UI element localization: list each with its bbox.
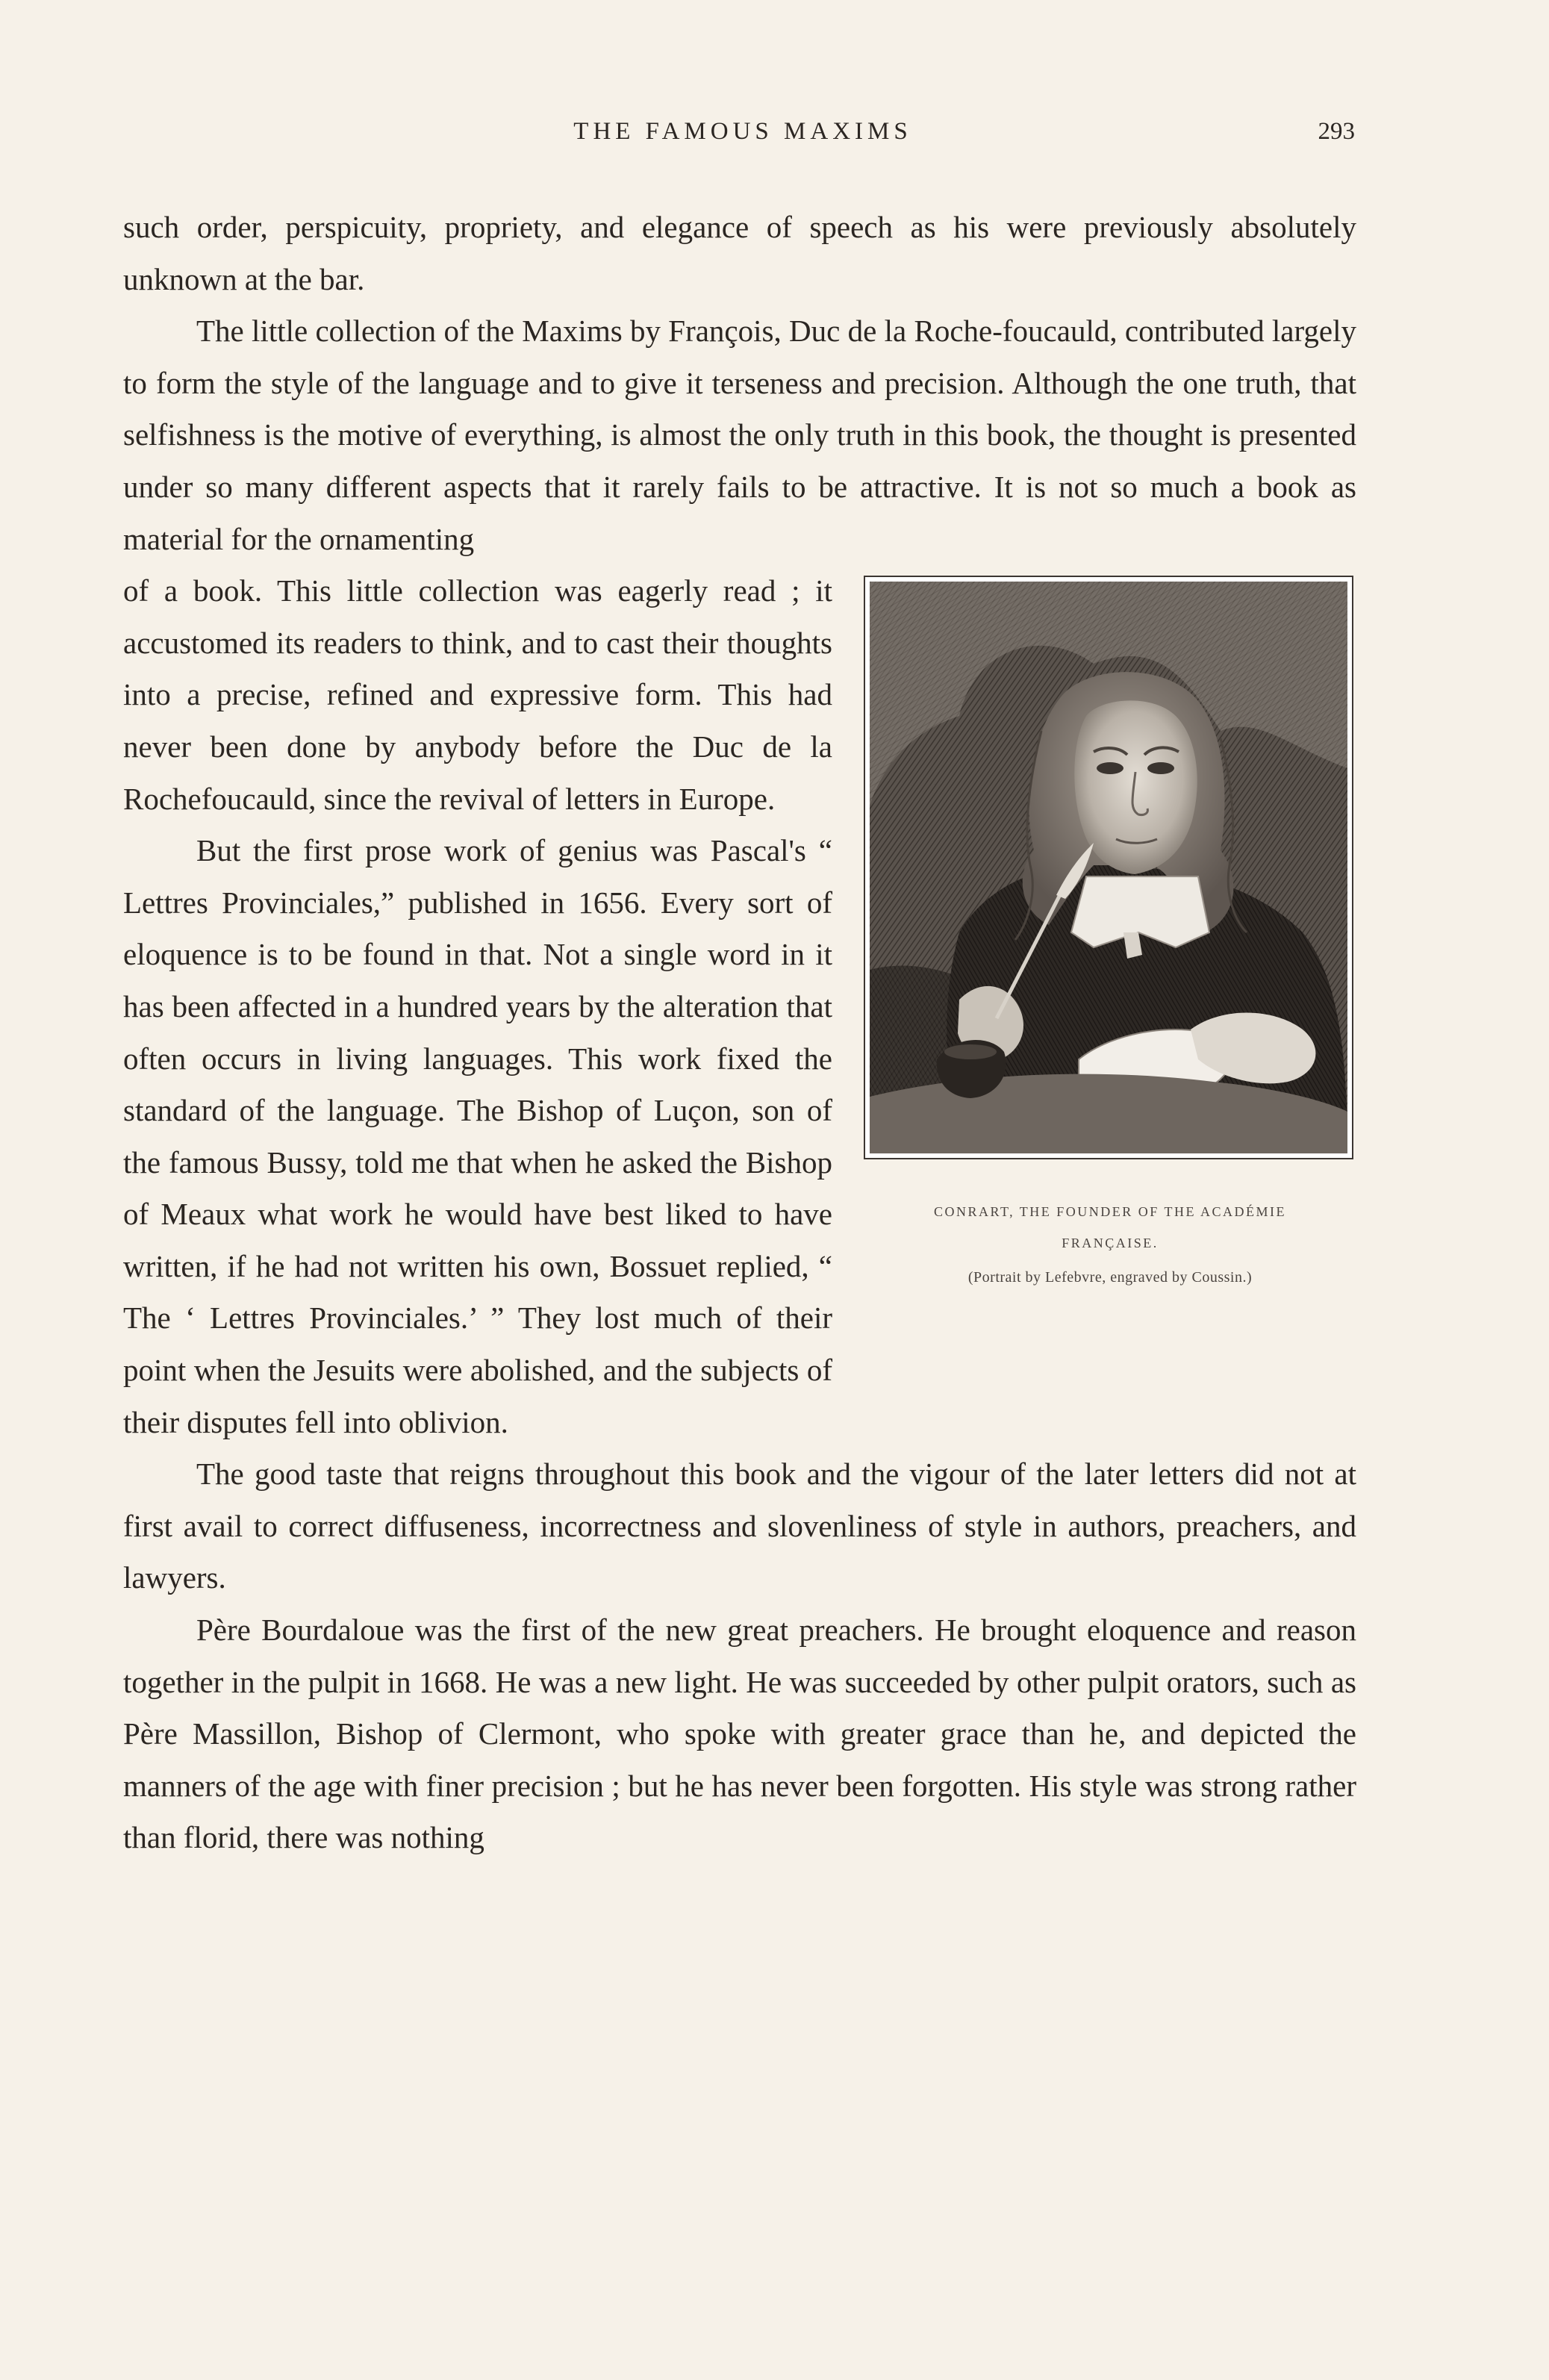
running-title: THE FAMOUS MAXIMS [573,118,912,145]
conrart-portrait-engraving [870,582,1347,1153]
paragraph-3: of a book. This little collection was eagerly read ; it accustomed its readers to think, and to cast their thoughts into a precise, refined and expressive form. This had never been done by anybody before the Duc de la Rochefoucauld, since the revival of letters in Europe. [123,573,832,816]
paragraph-4: But the first prose work of genius was Pascal's “ Lettres Provinciales,” published in 1656. Every sort of eloquence is to be found in that. Not a single word in it has been affected in a hundred years by the alteration that often occurs in living languages. This work fixed the standard of the language. The Bishop of Luçon, son of the famous Bussy, told me that when he asked the Bishop of Meaux what work he would have best liked to have written, if he had not written his own, Bossuet replied, “ The ‘ Lettres Provinciales.’ ” They lost much of their point when the Jesuits were abolished, and the subjects of their disputes fell into oblivion. [123,833,832,1439]
portrait-figure [864,576,1356,1345]
paragraph-5: The good taste that reigns throughout this book and the vigour of the later letters did not at first avail to correct diffuseness, incorrectness and slovenliness of style in authors, preachers, and lawyers. [123,1457,1356,1595]
portrait-frame [864,576,1353,1159]
caption-credit: (Portrait by Lefebvre, engraved by Coussin.) [967,1269,1253,1286]
paragraph-1: such order, perspicuity, propriety, and elegance of speech as his were previously absolutely unknown at the bar. [123,210,1356,296]
body-text [123,202,1356,1864]
caption-title-line-1: CONRART, THE FOUNDER OF THE ACADÉMIE [934,1204,1286,1220]
paragraph-6: Père Bourdaloue was the first of the new great preachers. He brought eloquence and reason together in the pulpit in 1668. He was a new light. He was succeeded by other pulpit orators, such as Père Massillon, Bishop of Clermont, who spoke with greater grace than he, and depicted the manners of the age with finer precision ; but he has never been forgotten. His style was strong rather than florid, there was nothing [123,1613,1356,1855]
caption-title-line-2: FRANÇAISE. [1062,1236,1159,1251]
running-head [123,118,1362,163]
page-number: 293 [1318,118,1355,145]
paragraph-2: The little collection of the Maxims by François, Duc de la Roche-foucauld, contributed largely to form the style of the language and to give it terseness and precision. Although the one truth, that selfishness is the motive of everything, is almost the only truth in this book, the thought is presented under so many different aspects that it rarely fails to be attractive. It is not so much a book as material for the ornamenting [123,314,1356,556]
